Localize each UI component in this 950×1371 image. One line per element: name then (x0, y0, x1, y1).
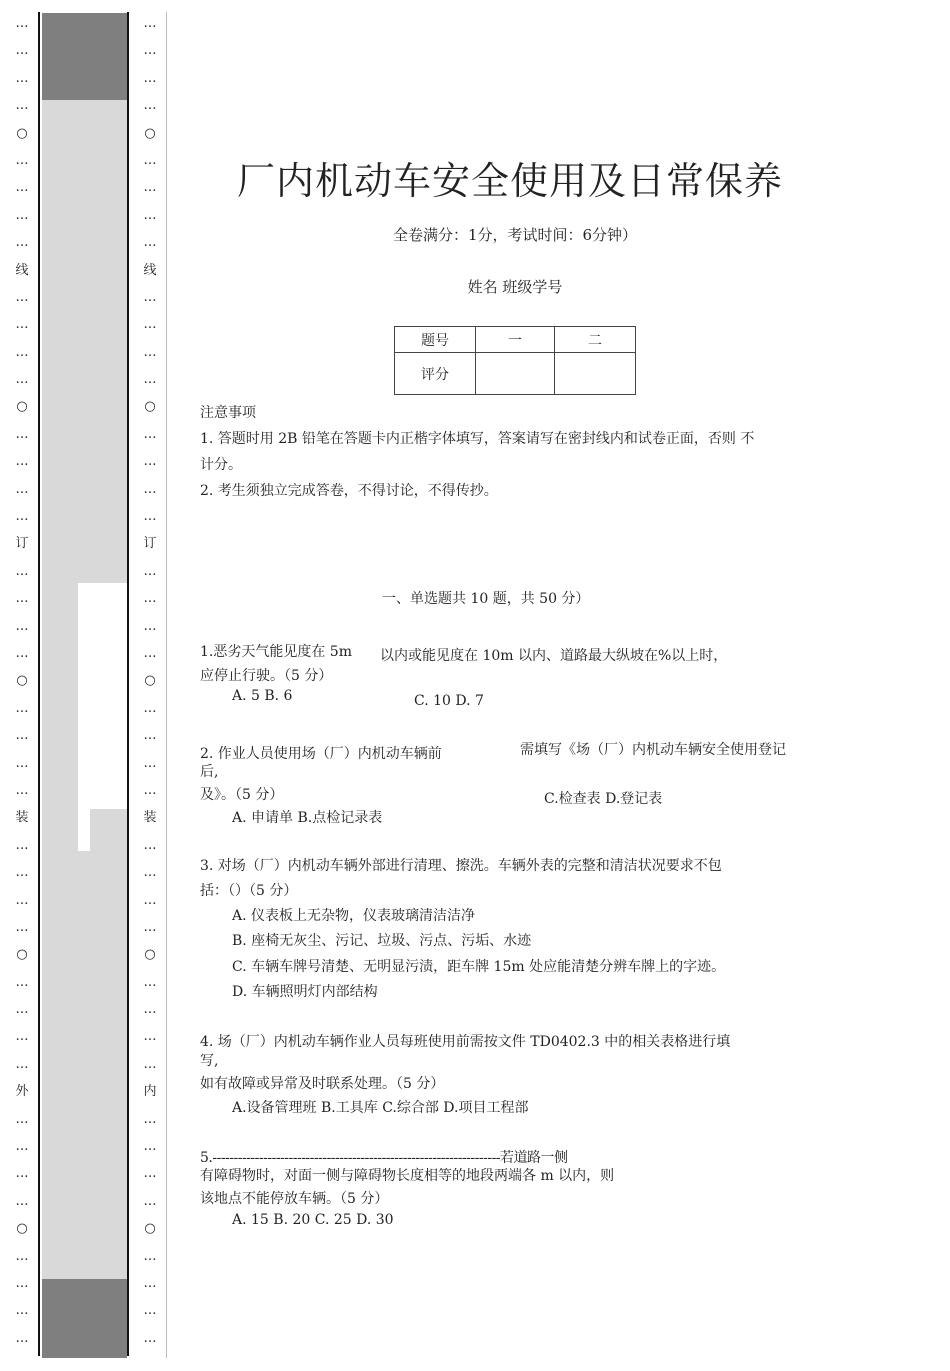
q1-text-left: 1.恶劣天气能见度在 5m (200, 644, 352, 660)
inner-binding-mark: … (143, 372, 157, 388)
outer-binding-mark: … (15, 591, 29, 607)
score-cell-two (555, 353, 636, 395)
q4-text-cont2: 如有故障或异常及时联系处理。（5 分） (200, 1076, 445, 1092)
outer-binding-mark: … (15, 700, 29, 716)
inner-binding-mark: … (143, 481, 157, 497)
outer-binding-mark: … (15, 782, 29, 798)
inner-binding-mark: 线 (143, 262, 157, 278)
inner-binding-mark: … (143, 16, 157, 31)
binding-line-inner (127, 12, 129, 1356)
inner-binding-mark: 装 (143, 810, 157, 826)
binding-edge-rule (166, 12, 167, 1358)
inner-binding-mark: … (143, 974, 157, 990)
section-heading: 一、单选题共 10 题，共 50 分） (382, 591, 590, 607)
outer-binding-mark: … (15, 70, 29, 86)
outer-binding-mark: ○ (16, 125, 28, 141)
outer-binding-mark: … (15, 1193, 29, 1209)
inner-binding-mark: ○ (144, 125, 156, 141)
score-cell-one (476, 353, 555, 395)
outer-binding-mark: … (15, 919, 29, 935)
inner-binding-mark: … (143, 1248, 157, 1264)
inner-binding-mark: … (143, 180, 157, 196)
score-table (394, 326, 636, 395)
inner-binding-mark: … (143, 152, 157, 168)
inner-binding-mark: … (143, 317, 157, 333)
inner-binding-mark: … (143, 1029, 157, 1045)
inner-binding-mark: … (143, 919, 157, 935)
inner-binding-mark: … (143, 700, 157, 716)
inner-binding-mark: … (143, 289, 157, 305)
q3-text-cont: 括：（）（5 分） (200, 883, 298, 899)
outer-binding-mark: … (15, 98, 29, 114)
outer-binding-mark: … (15, 426, 29, 442)
outer-binding-mark: … (15, 317, 29, 333)
q1-options-ab: A. 5 B. 6 (232, 688, 293, 704)
inner-binding-mark: … (143, 454, 157, 470)
outer-binding-mark: … (15, 892, 29, 908)
score-header-one: 一 (476, 327, 555, 353)
inner-binding-column (140, 10, 160, 1352)
note-item-2: 2. 考生须独立完成答卷，不得讨论，不得传抄。 (200, 483, 498, 499)
binding-band-bottom (42, 1279, 127, 1358)
outer-binding-mark: 外 (15, 1084, 29, 1100)
inner-binding-mark: … (143, 509, 157, 525)
inner-binding-mark: ○ (144, 947, 156, 963)
inner-binding-mark: … (143, 782, 157, 798)
inner-binding-mark: … (143, 1330, 157, 1346)
outer-binding-mark: … (15, 618, 29, 634)
q2-text-cont2: 及》。（5 分） (200, 787, 284, 803)
q4-text-cont: 写, (200, 1053, 219, 1069)
outer-binding-mark: … (15, 1029, 29, 1045)
inner-binding-mark: ○ (144, 1221, 156, 1237)
outer-binding-mark: … (15, 1111, 29, 1127)
binding-blank-patch (78, 583, 127, 809)
q5-options: A. 15 B. 20 C. 25 D. 30 (232, 1212, 394, 1228)
outer-binding-mark: … (15, 1248, 29, 1264)
inner-binding-mark: … (143, 591, 157, 607)
q3-option-d: D. 车辆照明灯内部结构 (232, 984, 378, 1000)
inner-binding-mark: ○ (144, 673, 156, 689)
q4-text: 4. 场（厂）内机动车辆作业人员每班使用前需按文件 TD0402.3 中的相关表格进行填 (200, 1034, 731, 1050)
inner-binding-mark: ○ (144, 399, 156, 415)
outer-binding-mark: … (15, 16, 29, 31)
inner-binding-mark: … (143, 1303, 157, 1319)
inner-binding-mark: 内 (143, 1084, 157, 1100)
q3-text: 3. 对场（厂）内机动车辆外部进行清理、擦洗。车辆外表的完整和清洁状况要求不包 (200, 858, 722, 874)
outer-binding-mark: … (15, 152, 29, 168)
q5-text: 5.--------------------------------------------------------------------若道路一侧 (200, 1150, 568, 1166)
outer-binding-mark: … (15, 207, 29, 223)
inner-binding-mark: … (143, 70, 157, 86)
q3-option-b: B. 座椅无灰尘、污记、垃圾、污点、污垢、水迹 (232, 933, 532, 949)
inner-binding-mark: … (143, 1111, 157, 1127)
inner-binding-mark: … (143, 618, 157, 634)
inner-binding-mark: … (143, 563, 157, 579)
outer-binding-mark: … (15, 481, 29, 497)
inner-binding-mark: … (143, 344, 157, 360)
outer-binding-mark: … (15, 1275, 29, 1291)
inner-binding-mark: … (143, 1002, 157, 1018)
q2-text-right: 需填写《场（厂）内机动车辆安全使用登记 (520, 742, 786, 758)
q3-option-c: C. 车辆车牌号清楚、无明显污渍，距车牌 15m 处应能清楚分辨车牌上的字迹。 (232, 959, 726, 975)
binding-band-top (42, 13, 127, 100)
exam-subtitle: 全卷满分：1分，考试时间：6分钟） (392, 226, 638, 244)
outer-binding-mark: … (15, 1056, 29, 1072)
inner-binding-mark: … (143, 837, 157, 853)
q2-text-cont: 后, (200, 764, 219, 780)
score-row-label: 评分 (395, 353, 476, 395)
q1-text-cont: 应停止行驶。（5 分） (200, 668, 333, 684)
score-header-number: 题号 (395, 327, 476, 353)
inner-binding-mark: … (143, 728, 157, 744)
binding-line-outer (38, 12, 40, 1356)
outer-binding-mark: … (15, 289, 29, 305)
outer-binding-mark: … (15, 645, 29, 661)
outer-binding-mark: ○ (16, 947, 28, 963)
outer-binding-mark: … (15, 180, 29, 196)
inner-binding-mark: … (143, 98, 157, 114)
outer-binding-mark: 订 (15, 536, 29, 552)
inner-binding-mark: … (143, 1193, 157, 1209)
q2-options-ab: A. 申请单 B.点检记录表 (232, 810, 383, 826)
inner-binding-mark: … (143, 645, 157, 661)
inner-binding-mark: … (143, 43, 157, 59)
outer-binding-column (12, 10, 32, 1352)
q3-option-a: A. 仪表板上无杂物，仪表玻璃清洁洁净 (232, 908, 476, 924)
notes-heading: 注意事项 (200, 405, 256, 421)
inner-binding-mark: … (143, 1275, 157, 1291)
outer-binding-mark: 装 (15, 810, 29, 826)
outer-binding-mark: … (15, 837, 29, 853)
outer-binding-mark: … (15, 1139, 29, 1155)
inner-binding-mark: … (143, 426, 157, 442)
note-item-1-cont: 计分。 (200, 457, 242, 473)
inner-binding-mark: … (143, 892, 157, 908)
outer-binding-mark: 线 (15, 262, 29, 278)
outer-binding-mark: … (15, 865, 29, 881)
binding-blank-tab (78, 809, 90, 851)
score-header-two: 二 (555, 327, 636, 353)
outer-binding-mark: … (15, 235, 29, 251)
outer-binding-mark: … (15, 372, 29, 388)
outer-binding-mark: … (15, 43, 29, 59)
outer-binding-mark: ○ (16, 1221, 28, 1237)
outer-binding-mark: … (15, 1303, 29, 1319)
q5-text-cont: 有障碍物时，对面一侧与障碍物长度相等的地段两端各 m 以内，则 (200, 1168, 615, 1184)
outer-binding-mark: … (15, 344, 29, 360)
inner-binding-mark: … (143, 1139, 157, 1155)
inner-binding-mark: … (143, 865, 157, 881)
q5-text-cont2: 该地点不能停放车辆。（5 分） (200, 1191, 389, 1207)
inner-binding-mark: … (143, 755, 157, 771)
outer-binding-mark: … (15, 755, 29, 771)
q1-options-cd: C. 10 D. 7 (414, 693, 484, 709)
note-item-1: 1. 答题时用 2B 铅笔在答题卡内正楷字体填写，答案请写在密封线内和试卷正面，否则 不 (200, 431, 755, 447)
q2-options-cd: C.检查表 D.登记表 (544, 791, 663, 807)
name-class-line: 姓名 班级学号 (467, 278, 563, 296)
outer-binding-mark: ○ (16, 673, 28, 689)
outer-binding-mark: … (15, 454, 29, 470)
inner-binding-mark: … (143, 1056, 157, 1072)
inner-binding-mark: 订 (143, 536, 157, 552)
outer-binding-mark: … (15, 974, 29, 990)
q1-text-right: 以内或能见度在 10m 以内、道路最大纵坡在%以上时， (380, 648, 728, 664)
outer-binding-mark: … (15, 563, 29, 579)
inner-binding-mark: … (143, 235, 157, 251)
outer-binding-mark: … (15, 1330, 29, 1346)
q4-options: A.设备管理班 B.工具库 C.综合部 D.项目工程部 (232, 1100, 529, 1116)
outer-binding-mark: … (15, 509, 29, 525)
page-title: 厂内机动车安全使用及日常保养 (236, 159, 783, 203)
outer-binding-mark: ○ (16, 399, 28, 415)
outer-binding-mark: … (15, 728, 29, 744)
inner-binding-mark: … (143, 207, 157, 223)
outer-binding-mark: … (15, 1002, 29, 1018)
outer-binding-mark: … (15, 1166, 29, 1182)
q2-text-left: 2. 作业人员使用场（厂）内机动车辆前 (200, 746, 442, 762)
inner-binding-mark: … (143, 1166, 157, 1182)
